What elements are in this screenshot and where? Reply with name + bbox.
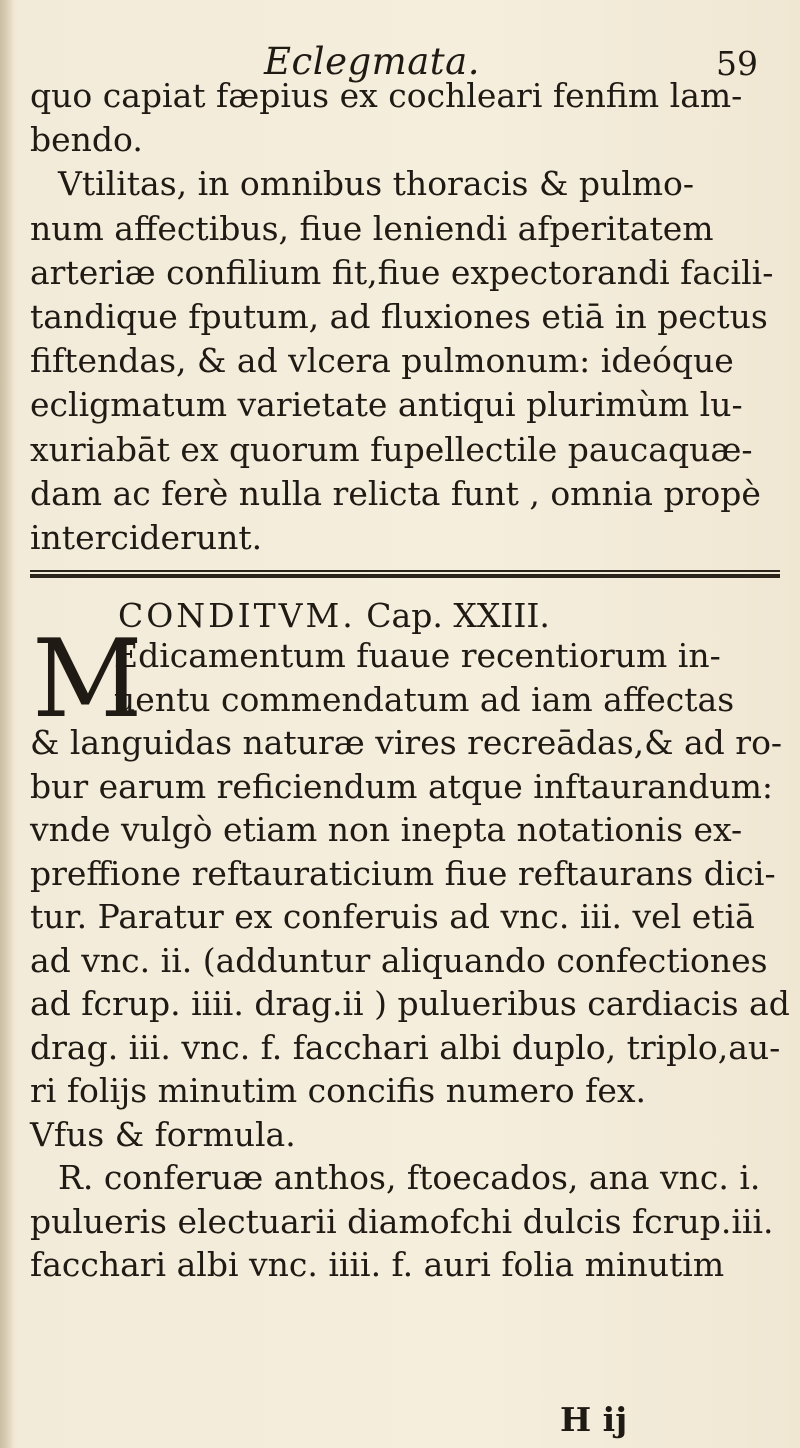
gutter-shadow — [0, 0, 14, 1448]
body-line: & languidas naturæ vires recreādas,& ad ro- — [30, 723, 783, 762]
text-line: fiftendas, & ad vlcera pulmonum: ideóque — [30, 341, 734, 381]
text-line: xuriabāt ex quorum fupellectile paucaquæ- — [30, 429, 753, 469]
recipe-line: facchari albi vnc. iiii. f. auri folia minutim — [30, 1245, 725, 1284]
chapter-number: Cap. XXIII. — [366, 596, 550, 635]
body-line: ad vnc. ii. (adduntur aliquando confectiones — [30, 940, 768, 980]
top-text-block — [30, 74, 782, 560]
chapter-heading — [118, 596, 550, 635]
body-line: drag. iii. vnc. f. facchari albi duplo, triplo,au- — [30, 1027, 781, 1067]
text-line: num affectibus, fiue leniendi afperitatem — [30, 208, 714, 248]
drop-cap: M — [32, 617, 143, 742]
recipe-line: pulueris electuarii diamofchi dulcis fcrup.iii. — [30, 1201, 774, 1241]
body-text-block — [30, 634, 790, 1287]
section-divider — [30, 570, 780, 582]
body-line: bur earum reficiendum atque inftaurandum: — [30, 766, 773, 806]
text-line: ecligmatum varietate antiqui plurimùm lu- — [30, 385, 743, 425]
body-line: tur. Paratur ex conferuis ad vnc. iii. vel etiā — [30, 897, 755, 936]
body-line: vnde vulgò etiam non inepta notationis ex- — [30, 810, 743, 849]
chapter-title: CONDITVM. — [118, 596, 356, 635]
text-line: quo capiat fæpius ex cochleari fenfim lam- — [30, 76, 743, 115]
body-line: Edicamentum fuaue recentiorum in- — [114, 636, 721, 675]
signature-mark: H ij — [560, 1400, 628, 1439]
text-line: bendo. — [30, 120, 143, 160]
subheading-usage: Vfus & formula. — [30, 1114, 296, 1154]
text-line: Vtilitas, in omnibus thoracis & pulmo- — [58, 164, 695, 204]
text-line: tandique fputum, ad fluxiones etiā in pectus — [30, 296, 768, 336]
text-line: arteriæ confilium fit,fiue expectorandi facili- — [30, 252, 774, 292]
recipe-line: R. conferuæ anthos, ftoecados, ana vnc. i. — [58, 1158, 761, 1197]
divider-thin-rule — [30, 570, 780, 572]
body-line: ad fcrup. iiii. drag.ii ) pulueribus cardiacis ad — [30, 984, 790, 1023]
divider-thick-rule — [30, 574, 780, 578]
body-line: uentu commendatum ad iam affectas — [114, 679, 735, 719]
text-line: dam ac ferè nulla relicta funt , omnia propè — [30, 473, 761, 513]
body-line: ri folijs minutim concifis numero fex. — [30, 1071, 646, 1110]
text-line: interciderunt. — [30, 517, 263, 557]
page-number: 59 — [716, 44, 758, 83]
body-line: preffione reftauraticium fiue reftaurans dici- — [30, 853, 776, 893]
running-title: Eclegmata. — [264, 40, 480, 83]
